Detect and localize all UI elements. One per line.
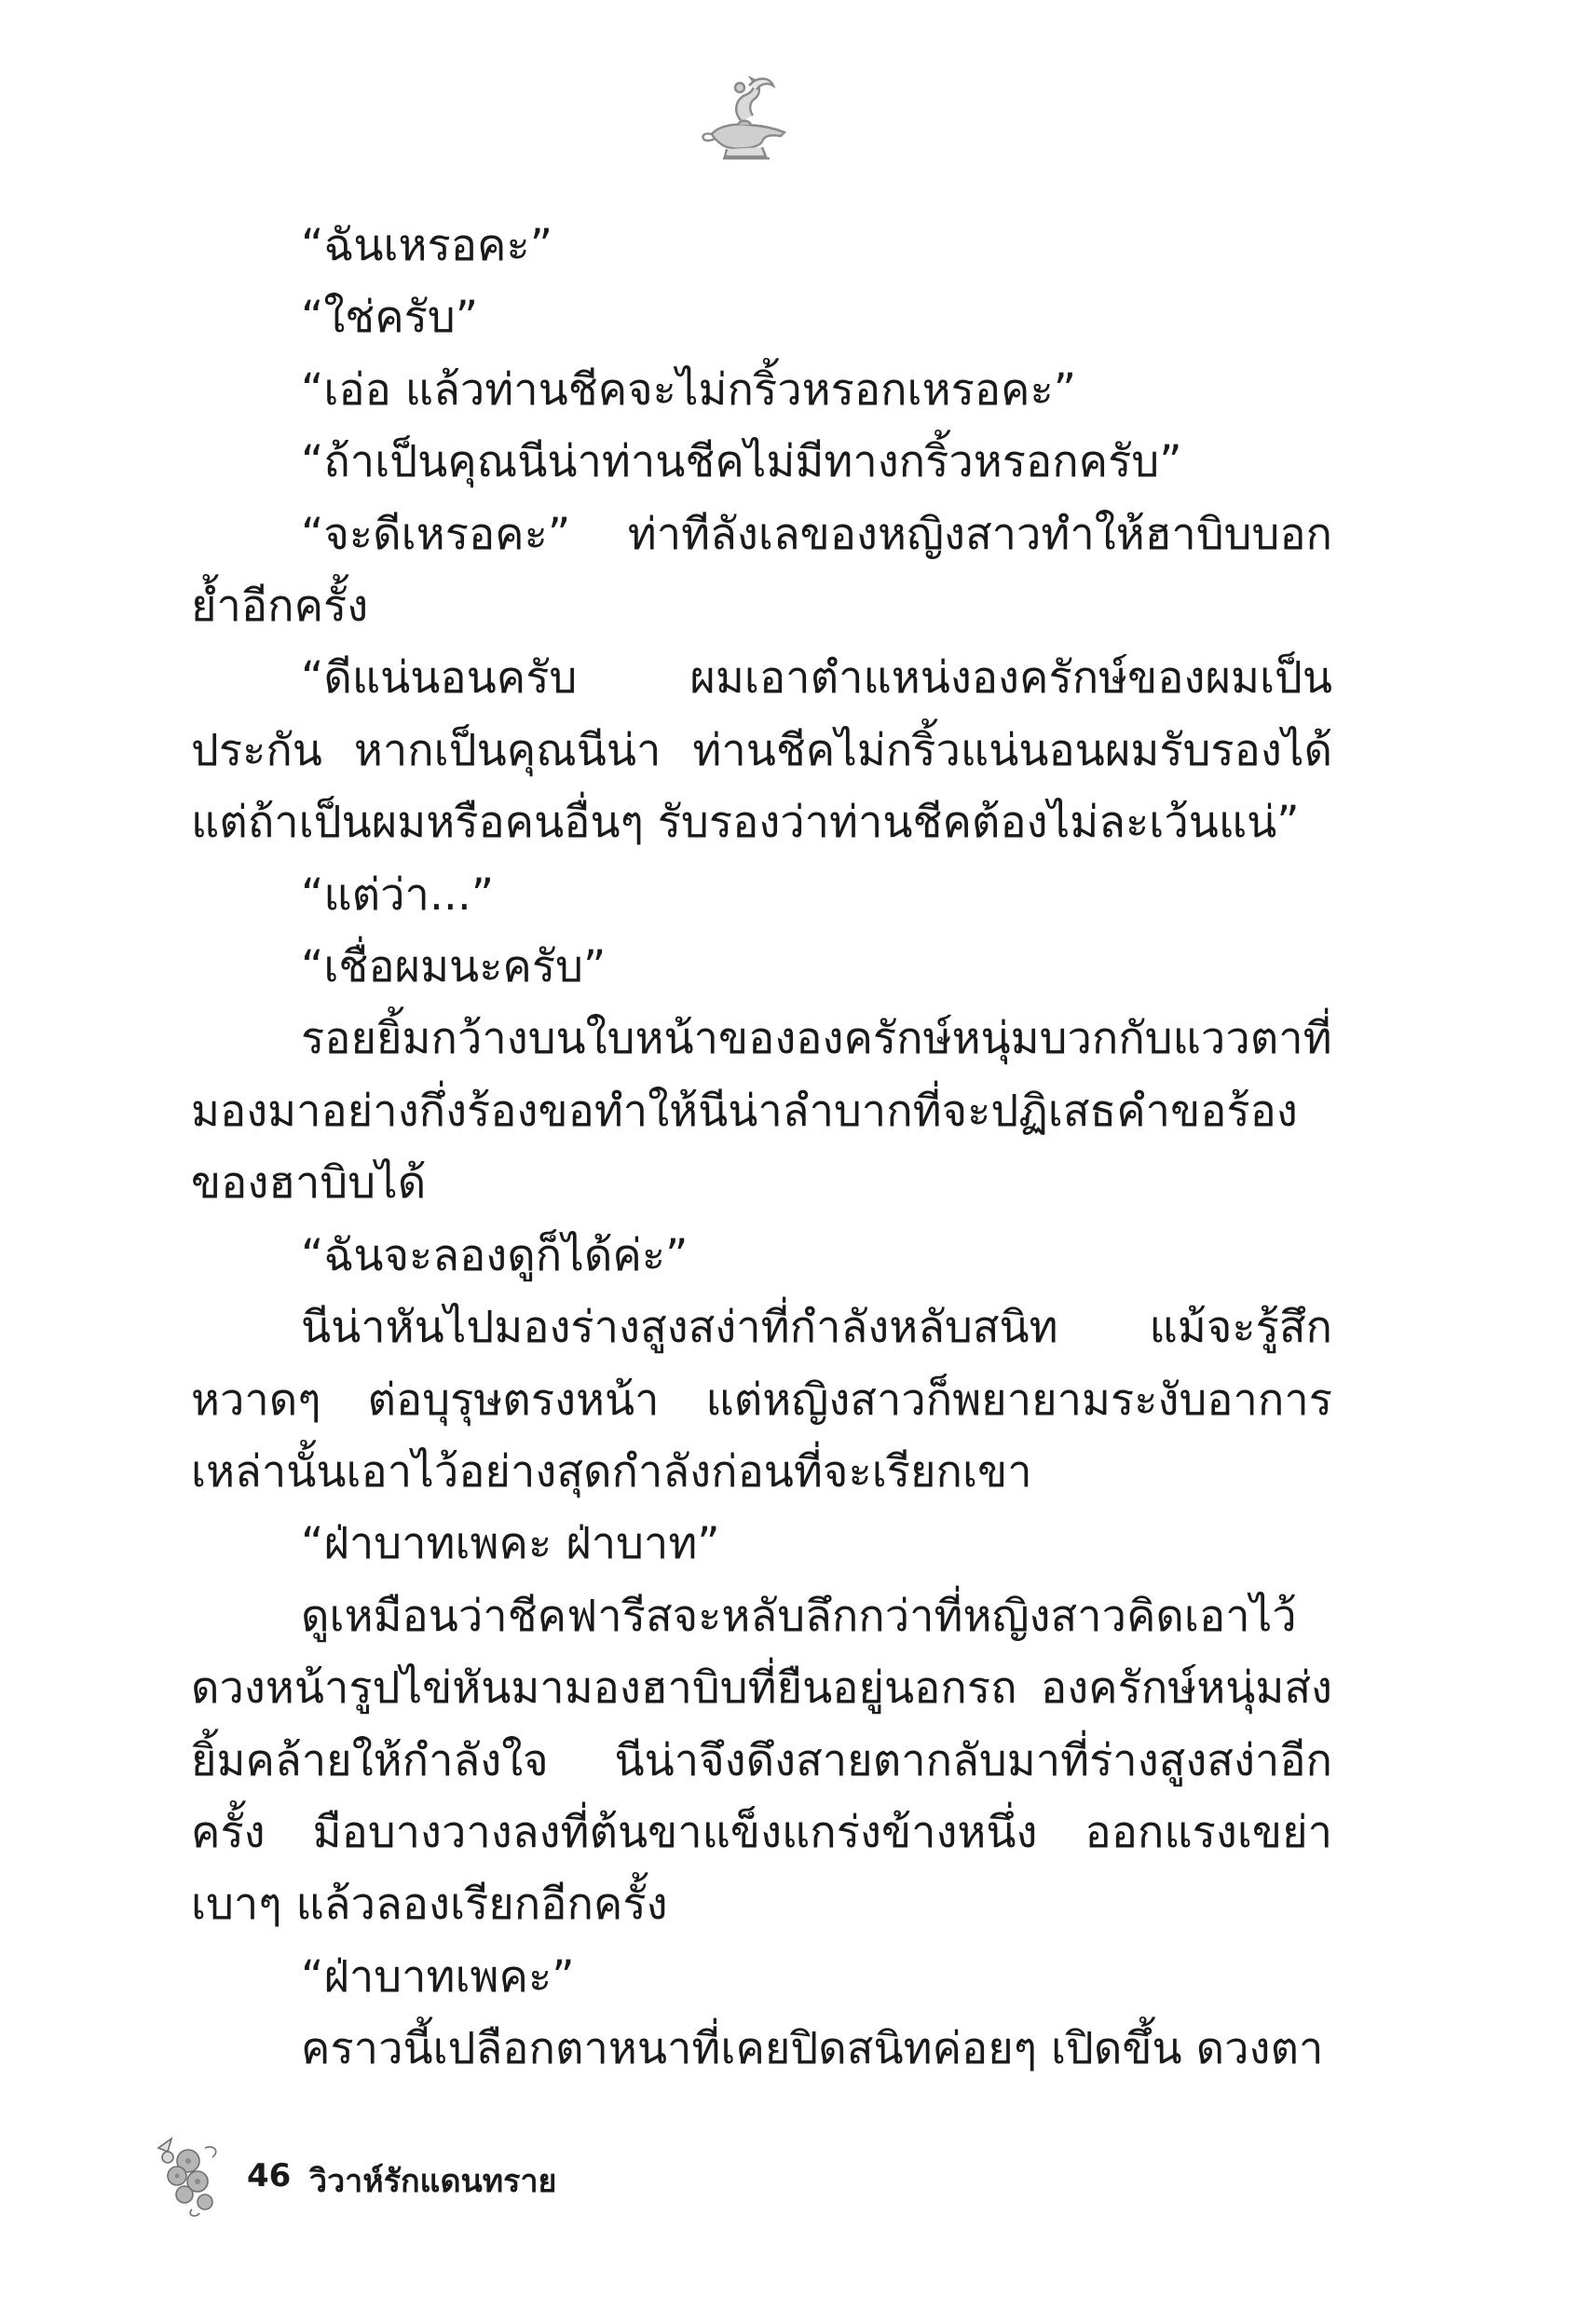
- paragraph: “ดีแน่นอนครับ ผมเอาตำแหน่งองครักษ์ของผมเป็นประกัน หากเป็นคุณนีน่า ท่านชีคไม่กริ้วแน่นอนผมรับรองได้ แต่ถ้าเป็นผมหรือคนอื่นๆ รับรองว่าท่านชีคต้องไม่ละเว้นแน่”: [191, 652, 1332, 849]
- paragraph: “ใช่ครับ”: [301, 292, 479, 344]
- paragraph: รอยยิ้มกว้างบนใบหน้าขององครักษ์หนุ่มบวกกับแววตาที่มองมาอย่างกึ่งร้องขอทำให้นีน่าลำบากที่จะปฏิเสธคำขอร้องของฮาบิบได้: [191, 1013, 1332, 1210]
- paragraph: “ฝ่าบาทเพคะ ฝ่าบาท”: [301, 1518, 720, 1570]
- paragraph: “แต่ว่า...”: [301, 868, 495, 921]
- paragraph: “จะดีเหรอคะ” ท่าทีลังเลของหญิงสาวทำให้ฮาบิบบอกย้ำอีกครั้ง: [191, 508, 1332, 633]
- paragraph: “ฝ่าบาทเพคะ”: [301, 1950, 575, 2003]
- body-text: [191, 210, 1332, 2085]
- genie-lamp-icon: [695, 67, 798, 170]
- page-number: 46: [247, 2157, 292, 2195]
- flower-ornament-icon: [140, 2120, 252, 2222]
- book-title: วิวาห์รักแดนทราย: [309, 2163, 557, 2200]
- page-footer: [140, 2120, 792, 2222]
- paragraph: “เอ่อ แล้วท่านชีคจะไม่กริ้วหรอกเหรอคะ”: [301, 363, 1077, 416]
- paragraph: ดูเหมือนว่าชีคฟารีสจะหลับลึกกว่าที่หญิงสาวคิดเอาไว้ ดวงหน้ารูปไข่หันมามองฮาบิบที่ยืนอยู่นอกรถ องครักษ์หนุ่มส่งยิ้มคล้ายให้กำลังใจ นีน่าจึงดึงสายตากลับมาที่ร่างสูงสง่าอีกครั้ง มือบางวางลงที่ต้นขาแข็งแกร่งข้างหนึ่ง ออกแรงเขย่าเบาๆ แล้วลองเรียกอีกครั้ง: [191, 1590, 1332, 1931]
- paragraph: “ฉันจะลองดูก็ได้ค่ะ”: [301, 1229, 689, 1281]
- paragraph: “ฉันเหรอคะ”: [301, 220, 553, 271]
- paragraph: คราวนี้เปลือกตาหนาที่เคยปิดสนิทค่อยๆ เปิดขึ้น ดวงตา: [301, 2023, 1324, 2075]
- paragraph: “เชื่อผมนะครับ”: [301, 941, 607, 993]
- paragraph: นีน่าหันไปมองร่างสูงสง่าที่กำลังหลับสนิท แม้จะรู้สึกหวาดๆ ต่อบุรุษตรงหน้า แต่หญิงสาวก็พยายามระงับอาการเหล่านั้นเอาไว้อย่างสุดกำลังก่อนที่จะเรียกเขา: [191, 1302, 1332, 1497]
- paragraph: “ถ้าเป็นคุณนีน่าท่านชีคไม่มีทางกริ้วหรอกครับ”: [301, 436, 1182, 488]
